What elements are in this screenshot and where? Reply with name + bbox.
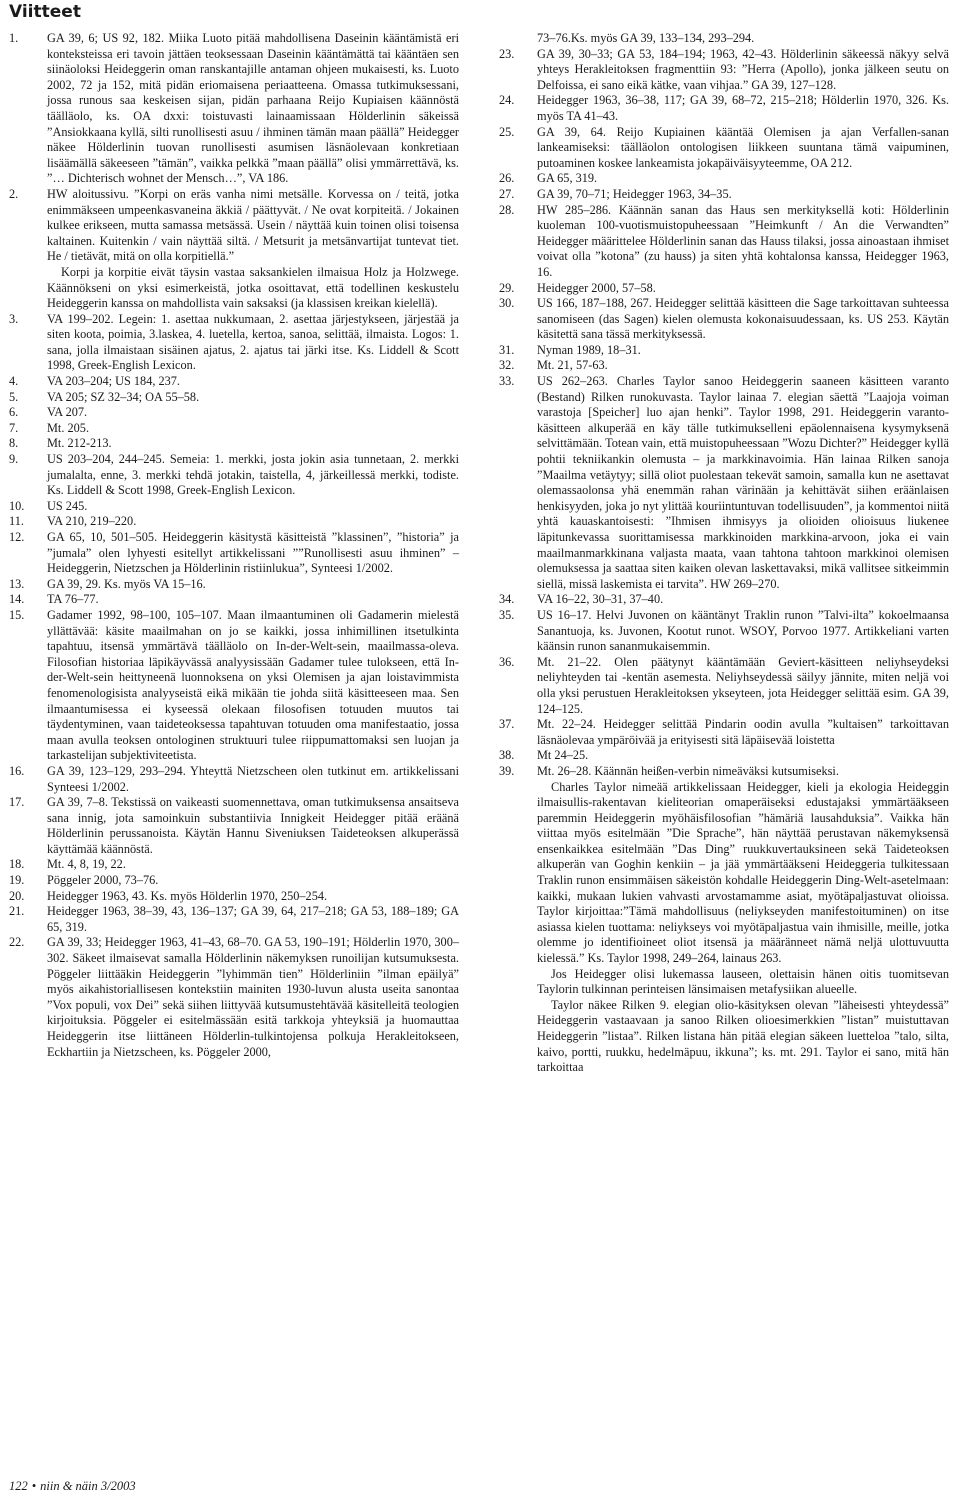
footnote-number: 6.: [9, 405, 19, 420]
footnote-text: GA 39, 30–33; GA 53, 184–194; 1963, 42–43. Hölderlinin säkeessä näkyy selvä yhteys Herakleitoksen fragmenttiin 93: ”Herra (Apollo), jonka jälkeen seutu on Delfoissa, ei sano eikä kätke, vaan vihjaa.” GA 39, 127–128.: [537, 46, 949, 92]
footnote: [499, 764, 949, 780]
footnote: [9, 904, 459, 935]
footnote: [499, 717, 949, 748]
footnote: [499, 47, 949, 94]
footnote-number: 28.: [499, 202, 515, 217]
footnote-text: GA 39, 7–8. Tekstissä on vaikeasti suomennettava, oman tutkimuksensa ansaitseva sana innig, jota samoinkuin substantiivia Innigkeit Heidegger pitää eräänä Hölderlinin perussanoista. Käytän Hannu Siveniuksen Taideteoksen alkuperässä käyttämää käännöstä.: [47, 795, 459, 856]
footnote-number: 1.: [9, 31, 19, 45]
footnote-number: 20.: [9, 888, 25, 903]
footnote: [9, 436, 459, 452]
footnote-text: VA 207.: [47, 405, 88, 420]
footnote-number: 2.: [9, 186, 19, 201]
footnote: [9, 31, 459, 187]
footnote-text: GA 39, 64. Reijo Kupiainen kääntää Olemisen ja ajan Verfallen-sanan lankeamiseksi: täälläolon ontologisen liikkeen suuntana tämä vaipuminen, putoaminen koskee lankeamista jokapäiväisyyteemme, OA 212.: [537, 124, 949, 170]
footnote-text: GA 39, 70–71; Heidegger 1963, 34–35.: [537, 186, 732, 201]
right-column: [499, 31, 949, 1076]
issue-number: 3/2003: [100, 1479, 136, 1493]
footnote-number: 26.: [499, 171, 515, 186]
footnote: [499, 187, 949, 203]
footnote: [499, 374, 949, 592]
footnote-number: 21.: [9, 904, 25, 919]
footnote-text: Mt. 4, 8, 19, 22.: [47, 857, 126, 872]
footnote-number: 16.: [9, 763, 25, 778]
footnote-text: HW aloitussivu. ”Korpi on eräs vanha nimi metsälle. Korvessa on / teitä, jotka enimmäkseen umpeenkasvaneina äkkiä / päättyvät. / Ne ovat korpiteitä. / Jokainen kulkee erikseen, mutta samassa metsässä. Usein / näyttää kuin toinen olisi toisensa kaltainen. Kuitenkin / vain näyttää siltä. / Metsurit ja metsänvartijat tuntevat tiet. He / tietävät, mitä on olla korpitiellä.”: [47, 186, 459, 264]
footnote: [9, 405, 459, 421]
footnote-text: US 203–204, 244–245. Semeia: 1. merkki, josta jokin asia tunnetaan, 2. merkki jumalalta, enne, 3. merkki tehdä jotakin, taistella, 4, järkeillessä merkki, todiste. Ks. Liddell & Scott 1998, Greek-English Lexicon.: [47, 452, 459, 498]
footnote-text: US 262–263. Charles Taylor sanoo Heideggerin saaneen käsitteen varanto (Bestand) Rilken runokuvasta. Taylor lainaa 7. elegian säettä ”Laajoja voiman varastoja [Speicher] luo ajan henki”. Taylor 1998, 291. Heideggerin varanto-käsitteen alkuperää en käy tälle tutkimukselleni epäolennaisena kysymyksenä selvittämään. Totean vain, että muistopuheessaan ”Wozu Dichter?” Heidegger kyllä pohtii tekniikankin olemusta – ja markkinavoimia. Hän lainaa Rilken sanoja ”Maailma vetäytyy; sillä oliot puolestaan tekevät samoin, samalla kun ne asettavat olemassaolonsa yhä enemmän rahan värinään ja kehittävät siihen eräänlaisen henkisyyden, joka jo nyt ylittää kouriintuntuvan todellisuuden”, ja kommentoi niitä yhtä kauaskantoisesti: ”Ihmisen ihmisyys ja olioiden olioisuus liukenee läpitunkevassa suorittamisessa markkinoiden markkina-arvoon, joka ei vain maailmanmarkkinana valjasta maata, vaan tahtona tahtoon markkinoi olemisen olemuksessa ja saattaa siten kaiken olevan laskettavaksi, mikä vallitsee sitkeimmin siellä, missä laskemista ei tarvita”. HW 269–270.: [537, 374, 949, 591]
footnote-text: Mt. 21–22. Olen päätynyt kääntämään Geviert-käsitteen neliyhseydeksi neliyhteyden tai -kentän asemesta. Neliyhseydessä säilyy jännite, miten neljä voi olla yksi perustuen Herakleitoksen ykseyteen, jota Heidegger selittää esim. GA 39, 124–125.: [537, 654, 949, 716]
footnote-text: GA 65, 10, 501–505. Heideggerin käsitystä käsitteistä ”klassinen”, ”historia” ja ”jumala” olen lyhyesti esitellyt artikkelissani ””Runollisesti asuu ihminen” – Heideggerin, Nietzschen ja Hölderlinin ristiinlukua”, Synteesi 1/2002.: [47, 530, 459, 576]
footnote-text: VA 199–202. Legein: 1. asettaa nukkumaan, 2. asettaa järjestykseen, järjestää ja siten koota, poimia, 3.laskea, 4. luetella, kertoa, sanoa, selittää, ilmaista. Logos: 1. sana, jolla ilmaistaan sisäinen ajatus, 2. ajatus tai järki itse. Ks. Liddell & Scott 1998, Greek-English Lexicon.: [47, 311, 459, 373]
footnote-text: Heidegger 1963, 36–38, 117; GA 39, 68–72, 215–218; Hölderlin 1970, 326. Ks. myös TA 41–43.: [537, 93, 949, 123]
footnote: [9, 530, 459, 577]
footnote-text: US 166, 187–188, 267. Heidegger selittää käsitteen die Sage tarkoittavan suhteessa sanomiseen (das Sagen) kielen olemusta kokonaisuudessaan, ks. US 253. Käytän käsitettä sana tässä merkityksessä.: [537, 296, 949, 342]
footnote: [9, 577, 459, 593]
footnote-number: 11.: [9, 514, 24, 529]
footnote-text: Mt. 205.: [47, 420, 90, 435]
footnote-text: VA 210, 219–220.: [47, 514, 137, 529]
footnote: [499, 655, 949, 717]
left-column: [9, 31, 459, 1060]
footnote: [9, 421, 459, 437]
footnote: [499, 171, 949, 187]
footnote-text: GA 65, 319.: [537, 171, 598, 186]
footnote-paragraph: Charles Taylor nimeää artikkelissaan Heidegger, kieli ja ekologia Heideggin ilmaisullis-rakentavan kieliteorian omaperäiseksi edustajaksi ymmärtääkseen paremmin Heideggerin myöhäisfilosofian ”hämäriä lausahduksia”. Vaikka hän viittaa myös esitelmään ”Die Sprache”, hän näyttää perustavan näkemyksensä ensenkaikkea esitelmään ”Das Ding” ruukkuvertauksineen sekä Taideteoksen alkuperän van Goghin kenkiin – ja jää ymmärtääkseni Heideggeria tulkitessaan Traklin runon ensimmäisen säkeistön kohdalle Heideggerin Ding-Welt-asetelmaan: kaikki, mukaan lukien vahvasti arvostamamme asiat, myötäpaljastuvat olioissa. Taylor kirjoittaa:”Tämä mahdollisuus (neliykseyden manifestoituminen) on itse asiassa kielen tuottama: neliykseys voi myötäpaljastua vain ihmisille, meille, jotka olemme jo identifioineet oliot itsensä ja määränneet nämä neljä ulottuvuutta kielessä.” Ks. Taylor 1998, 249–264, lainaus 263.: [537, 779, 949, 966]
footnote-paragraph: Taylor näkee Rilken 9. elegian olio-käsityksen olevan ”läheisesti yhteydessä” Heideggerin vastaavaan ja sanoo Rilken olioesimerkkien ”listan” muistuttavan Heideggerin ”listaa”. Rilken listana hän pitää elegian säkeen luetteloa ”talo, silta, kaivo, portti, ruukku, hedelmäpuu, ikkuna”; ks. mt. 291. Taylor ei sano, mitä hän tarkoittaa: [537, 997, 949, 1075]
footnote-text: Pöggeler 2000, 73–76.: [47, 873, 159, 888]
footnote: [9, 499, 459, 515]
journal-name: niin & näin: [40, 1479, 98, 1493]
footnote-number: 30.: [499, 296, 515, 311]
footnote-number: 19.: [9, 873, 25, 888]
footnote-number: 4.: [9, 374, 19, 389]
footnote-text: GA 39, 33; Heidegger 1963, 41–43, 68–70. GA 53, 190–191; Hölderlin 1970, 300–302. Säkeet ilmaisevat samalla Hölderlinin näkemyksen runoilijan kutsumuksesta. Pöggeler liittääkin Heideggerin ”lyhimmän tien” Hölderliniin ”ilman epäilyä” myös aikahistoriallisesen kontekstiin mainiten 1930-luvun alusta useita sanontaa ”Vox populi, vox Dei” sekä siihen liittyvää kutsumustehtävää käsitelleitä teologien kirjoituksia. Pöggeler ei esitelmässään esitä tarkkoja yhteyksiä ja huomauttaa Heideggerin itse liittäneen Hölderlin-tulkintojensa polkuja Herakleitokseen, Eckhartiin ja Nietzscheen, ks. Pöggeler 2000,: [47, 935, 459, 1059]
footnote: [9, 873, 459, 889]
footnote-text: HW 285–286. Käännän sanan das Haus sen merkityksellä koti: Hölderlinin kuoleman 100-vuotismuistopuheessaan ”Heimkunft / An die Verwandten” Heidegger määrittelee Hölderlinin sanan das Hauss tilaksi, jossa ainoastaan ihmiset voivat olla ”kotona” (zu hauss) ja siten yhtä kohtalonsa kanssa, Heidegger 1963, 16.: [537, 202, 949, 279]
footnote-number: 34.: [499, 592, 515, 607]
footnote-text: Heidegger 2000, 57–58.: [537, 280, 656, 295]
footnote-text: US 245.: [47, 498, 88, 513]
footnote-number: 23.: [499, 46, 515, 61]
footnote-text: Heidegger 1963, 43. Ks. myös Hölderlin 1970, 250–254.: [47, 888, 328, 903]
footnote-text: US 16–17. Helvi Juvonen on kääntänyt Traklin runon ”Talvi-ilta” kokoelmaansa Sanantuoja, ks. Juvonen, Kootut runot. WSOY, Porvoo 1977. Artikkeliani varten käänsin runon sananmukaisemmin.: [537, 607, 949, 654]
footnote-number: 36.: [499, 654, 515, 669]
footnote-text: GA 39, 123–129, 293–294. Yhteyttä Nietzscheen olen tutkinut em. artikkelissani Synteesi 1/2002.: [47, 763, 459, 794]
footnote: [499, 281, 949, 297]
footnote: [9, 374, 459, 390]
footnote-text: Mt. 26–28. Käännän heißen-verbin nimeäväksi kutsumiseksi.: [537, 763, 839, 778]
footnote-number: 15.: [9, 607, 25, 622]
footnote: [499, 93, 949, 124]
footnote-text: Heidegger 1963, 38–39, 43, 136–137; GA 39, 64, 217–218; GA 53, 188–189; GA 65, 319.: [47, 904, 459, 934]
footnote-number: 7.: [9, 420, 19, 435]
footnote: [9, 764, 459, 795]
footnote-number: 8.: [9, 436, 19, 451]
footnote-number: 3.: [9, 311, 19, 326]
footnote: [9, 312, 459, 374]
footnote-list-right: [499, 31, 949, 1076]
footnote: [9, 514, 459, 530]
footnote-text: VA 205; SZ 32–34; OA 55–58.: [47, 389, 200, 404]
footnote-list-left: [9, 31, 459, 1060]
page-number: 122: [9, 1479, 28, 1493]
footnote-number: 22.: [9, 935, 25, 950]
footnote: [499, 358, 949, 374]
footnote-number: 17.: [9, 795, 25, 810]
footnote-text: Gadamer 1992, 98–100, 105–107. Maan ilmaantuminen oli Gadamerin mielestä yllättävää: käsite maailmahan on jo se kaikki, jossa inhimillinen itsetulkinta tapahtuu, itsensä ymmärtävä täälläolo on In-der-Welt-sein, maailmassa-oleva. Filosofian historiaa läpikäyvässä analyysissään Gadamer tulee tulokseen, että In-der-Welt-sein heittyneenä luonnoksena on yksi Olemisen ja ajan loistavimmista fenomenologisista analyyseistä eikä mikään tie johda siitä käsitteeseen maa. Sen ilmaantumisessa ei kyseessä olekaan filosofisen totuuden muutos tai täydentyminen, vaan taideteoksessa tapahtuvan totuuden oma manifestaatio, jossa maan avulla teoksen ontologinen struktuuri tulee riippumattomaksi sen luojan ja tarkastelijan subjektiviteetista.: [47, 607, 459, 763]
footnote-text: Nyman 1989, 18–31.: [537, 342, 641, 357]
footnote: [9, 452, 459, 499]
footnote-number: 5.: [9, 389, 19, 404]
footnote-paragraph: Korpi ja korpitie eivät täysin vastaa saksankielen ilmaisua Holz ja Holzwege. Käännökseni on yksi esimerkeistä, jotka osoittavat, että todellinen keskustelu Heideggerin kanssa on mahdollista vain saksaksi (ja klassisen kreikan kielellä).: [47, 264, 459, 311]
footnote-number: 27.: [499, 186, 515, 201]
footnote: [499, 748, 949, 764]
footnote-continuation: 73–76.Ks. myös GA 39, 133–134, 293–294.: [537, 31, 755, 45]
footnote-number: 24.: [499, 93, 515, 108]
footnote-text: GA 39, 6; US 92, 182. Miika Luoto pitää mahdollisena Daseinin kääntämistä eri konteksteissa eri tavoin jättäen teoksessaan Daseinin kääntämättä tai kääntäen sen siinäoloksi Heideggerin oman ranskantajille antaman ohjeen mukaisesti, ks. Luoto 2002, 72 ja 152, mitä pidän eriomaisena periaatteena. Omassa tutkimuksessani, jossa runous saa keskeisen sijan, pidän parhaana Reijo Kupiaisen käännöstä täälläolo, ks. OA dxxi: toistuvasti lainaamissaan Hölderlinin säkeissä ”Ansiokkaana kyllä, silti runollisesti asuu / ihminen tämän maan päällä” Heidegger näkee Hölderlinin tuovan runollisesti asumisen läsnäolevaan konkretiaan lisäämällä säkeeseen ”tämän”, vaikka pelkkä ”maan päällä” olisi ymmärrettävä, ks. ”… Dichterisch wohnet der Mensch…”, VA 186.: [47, 31, 459, 186]
footnote: [9, 857, 459, 873]
footnote-text: Mt. 212-213.: [47, 436, 112, 451]
footnote: [9, 889, 459, 905]
footnote: [9, 795, 459, 857]
footnote-number: 12.: [9, 530, 25, 544]
footnote-number: 33.: [499, 374, 515, 389]
footnote-text: Mt. 21, 57-63.: [537, 358, 608, 373]
footnote: [499, 203, 949, 281]
page-footer: [9, 1478, 136, 1494]
footnote-text: Mt 24–25.: [537, 748, 589, 763]
footnote-number: 37.: [499, 717, 515, 732]
footnote-number: 9.: [9, 452, 19, 467]
footnote-text: VA 203–204; US 184, 237.: [47, 374, 181, 389]
footnote: [499, 592, 949, 608]
footnote-number: 13.: [9, 576, 25, 591]
footnote-paragraph: Jos Heidegger olisi lukemassa lauseen, olettaisin hänen oitis tuomitsevan Taylorin tulkinnan perinteisen länsimaisen metafysiikan alueelle.: [537, 966, 949, 997]
footnote-number: 31.: [499, 342, 515, 357]
footnote-text: TA 76–77.: [47, 592, 99, 607]
footnote-number: 25.: [499, 124, 515, 139]
footnote-text: VA 16–22, 30–31, 37–40.: [537, 592, 664, 607]
footnote: [9, 187, 459, 265]
footnote: [9, 390, 459, 406]
footnote: [499, 296, 949, 343]
footnote-number: 39.: [499, 763, 515, 778]
footnote-number: 14.: [9, 592, 25, 607]
page-title: Viitteet: [9, 2, 81, 22]
footnote-number: 35.: [499, 607, 515, 622]
footnote: [499, 125, 949, 172]
footnote-number: 32.: [499, 358, 515, 373]
footnote-number: 38.: [499, 748, 515, 763]
footnote-text: GA 39, 29. Ks. myös VA 15–16.: [47, 576, 206, 591]
footnote-number: 29.: [499, 280, 515, 295]
footnote: [9, 935, 459, 1060]
bullet-separator-icon: •: [31, 1479, 37, 1493]
footnote: [499, 608, 949, 655]
footnote-text: Mt. 22–24. Heidegger selittää Pindarin oodin avulla ”kultaisen” tarkoittavan läsnäolevaa ympäröivää ja erityisesti sitä läpäisevää loistetta: [537, 717, 949, 747]
footnote: [9, 608, 459, 764]
footnote-number: 10.: [9, 498, 25, 513]
footnote-number: 18.: [9, 857, 25, 872]
footnote: [499, 343, 949, 359]
footnote: [9, 592, 459, 608]
